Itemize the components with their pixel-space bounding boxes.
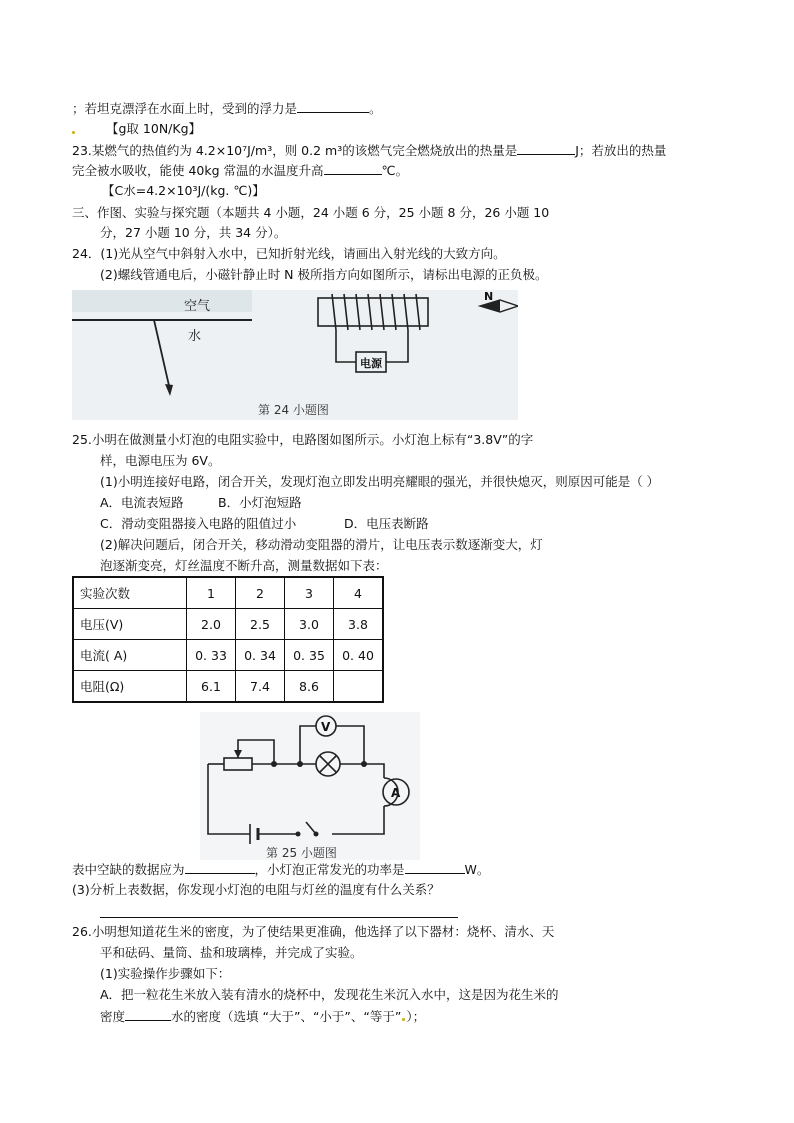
q24-caption: 第 24 小题图: [258, 403, 329, 417]
q25-option-a: A．电流表短路: [100, 495, 184, 510]
q25-part3: (3)分析上表数据，你发现小灯泡的电阻与灯丝的温度有什么关系？: [72, 882, 440, 897]
q26-line3: (1)实验操作步骤如下：: [100, 966, 231, 981]
voltmeter-label: V: [321, 720, 331, 734]
q25-fill-line: 表中空缺的数据应为 ，小灯泡正常发光的功率是 W。: [72, 862, 490, 877]
q24-figure: [72, 290, 518, 420]
answer-blank[interactable]: [517, 141, 575, 155]
q22-tail: ；若坦克漂浮在水面上时，受到的浮力是 。: [72, 101, 382, 116]
q26-line4: A．把一粒花生米放入装有清水的烧杯中，发现花生米沉入水中，这是因为花生米的: [100, 987, 559, 1002]
q25-option-d: D．电压表断路: [344, 516, 429, 531]
q23-line1: 23.某燃气的热值约为 4.2×10⁷J/m³，则 0.2 m³的该燃气完全燃烧放出的热量是 J；若放出的热量: [72, 143, 667, 158]
q25-line1: 25.小明在做测量小灯泡的电阻实验中，电路图如图所示。小灯泡上标有“3.8V”的字: [72, 432, 534, 447]
answer-blank[interactable]: [324, 161, 382, 175]
lamp: [316, 752, 340, 776]
section-heading: 三、作图、实验与探究题（本题共 4 小题，24 小题 6 分，25 小题 8 分，26 小题 10: [72, 205, 550, 220]
answer-blank[interactable]: [185, 860, 255, 874]
q26-line2: 平和砝码、量筒、盐和玻璃棒，并完成了实验。: [100, 945, 363, 960]
table-row: 电流( A) 0. 33 0. 34 0. 35 0. 40: [73, 640, 383, 671]
power-source-label: 电源: [360, 357, 382, 370]
answer-blank[interactable]: [297, 99, 369, 113]
table-row: 电阻(Ω) 6.1 7.4 8.6: [73, 671, 383, 703]
answer-blank[interactable]: [125, 1007, 171, 1021]
q24-part2: (2)螺线管通电后，小磁针静止时 N 极所指方向如图所示，请标出电源的正负极。: [100, 267, 548, 282]
q22-note: 【g取 10N/Kg】: [106, 121, 202, 136]
air-label: 空气: [184, 299, 211, 314]
table-row: 实验次数 1 2 3 4: [73, 577, 383, 609]
measurement-table: [72, 576, 384, 703]
answer-line[interactable]: [100, 917, 458, 918]
q25-option-b: B．小灯泡短路: [218, 495, 302, 510]
q23-line2: 完全被水吸收，能使 40kg 常温的水温度升高 ℃。: [72, 163, 409, 178]
ammeter-label: A: [391, 786, 401, 800]
table-row: 电压(V) 2.0 2.5 3.0 3.8: [73, 609, 383, 640]
q25-line2: 样，电源电压为 6V。: [100, 453, 221, 468]
q25-line4: (2)解决问题后，闭合开关，移动滑动变阻器的滑片，让电压表示数逐渐变大，灯: [100, 537, 543, 552]
q25-option-c: C．滑动变阻器接入电路的阻值过小: [100, 516, 297, 531]
empty-cell: [334, 671, 384, 703]
q25-line3: (1)小明连接好电路，闭合开关，发现灯泡立即发出明亮耀眼的强光，并很快熄灭，则原因可能是（ ）: [100, 474, 660, 489]
q25-circuit-figure: [200, 712, 420, 860]
q25-line5: 泡逐渐变亮，灯丝温度不断升高，测量数据如下表：: [100, 558, 388, 573]
q26-line5: 密度 水的密度（选填 “大于”、“小于”、“等于” ）；: [100, 1009, 426, 1024]
q23-note: 【C水=4.2×10³J/(kg. ℃)】: [102, 183, 265, 198]
water-label: 水: [188, 329, 202, 344]
q25-caption: 第 25 小题图: [266, 846, 337, 860]
q26-line1: 26.小明想知道花生米的密度，为了使结果更准确，他选择了以下器材：烧杯、清水、天: [72, 924, 555, 939]
q24-part1: 24．(1)光从空气中斜射入水中，已知折射光线，请画出入射光线的大致方向。: [72, 246, 506, 261]
answer-blank[interactable]: [405, 860, 465, 874]
section-heading-2: 分，27 小题 10 分，共 34 分）。: [100, 225, 287, 240]
north-pole-label: N: [484, 290, 494, 303]
